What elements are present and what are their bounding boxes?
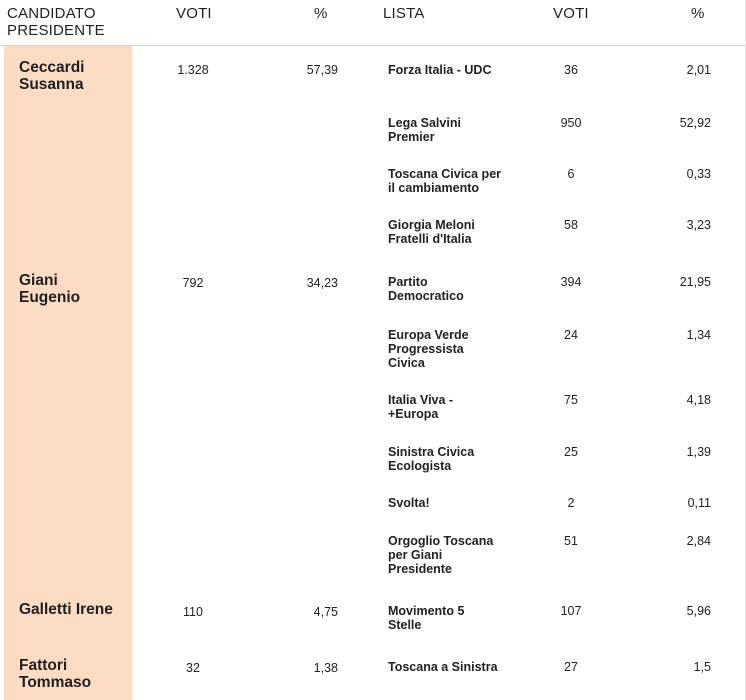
list-votes: 58: [564, 218, 578, 232]
list-name: Toscana a Sinistra: [388, 660, 498, 674]
list-percent: 1,34: [686, 328, 711, 342]
list-name: Toscana Civica per il cambiamento: [388, 167, 502, 195]
list-percent: 1,5: [693, 660, 711, 674]
list-votes: 75: [564, 393, 578, 407]
list-name: Sinistra Civica Ecologista: [388, 445, 475, 473]
header-voti-lista: VOTI: [553, 5, 589, 22]
list-name: Partito Democratico: [388, 275, 464, 303]
list-votes: 950: [560, 116, 582, 130]
list-percent: 2,84: [686, 534, 711, 548]
candidate-percent: 4,75: [313, 605, 338, 619]
header-lista: LISTA: [383, 5, 425, 22]
list-name: Orgoglio Toscana per Giani Presidente: [388, 534, 494, 576]
header-percent-lista: %: [691, 5, 705, 22]
list-name: Svolta!: [388, 496, 430, 510]
list-name: Giorgia Meloni Fratelli d'Italia: [388, 218, 475, 246]
candidate-percent: 1,38: [313, 661, 338, 675]
list-votes: 51: [564, 534, 578, 548]
list-name: Lega Salvini Premier: [388, 116, 461, 144]
list-votes: 394: [560, 275, 582, 289]
list-percent: 0,33: [686, 167, 711, 181]
candidate-votes: 1.328: [177, 63, 209, 77]
list-percent: 3,23: [686, 218, 711, 232]
list-name: Movimento 5 Stelle: [388, 604, 465, 632]
candidate-name: Galletti Irene: [19, 601, 113, 618]
header-candidato-presidente: CANDIDATO PRESIDENTE: [7, 5, 105, 39]
candidate-name: Fattori Tommaso: [19, 657, 92, 691]
candidate-percent: 57,39: [306, 63, 338, 77]
list-name: Italia Viva - +Europa: [388, 393, 454, 421]
candidate-name: Ceccardi Susanna: [19, 59, 85, 93]
list-name: Forza Italia - UDC: [388, 63, 492, 77]
list-percent: 0,11: [687, 496, 711, 510]
list-percent: 5,96: [686, 604, 711, 618]
candidate-votes: 32: [186, 661, 200, 675]
header-voti-candidato: VOTI: [176, 5, 212, 22]
list-votes: 2: [567, 496, 575, 510]
candidate-name: Giani Eugenio: [19, 272, 81, 306]
list-votes: 6: [567, 167, 575, 181]
list-votes: 25: [564, 445, 578, 459]
list-votes: 107: [560, 604, 582, 618]
header-percent-candidato: %: [314, 5, 328, 22]
list-percent: 52,92: [679, 116, 711, 130]
list-votes: 36: [564, 63, 578, 77]
list-votes: 24: [564, 328, 578, 342]
list-votes: 27: [564, 660, 578, 674]
candidate-votes: 110: [183, 605, 203, 619]
list-percent: 21,95: [679, 275, 711, 289]
list-percent: 2,01: [686, 63, 711, 77]
candidate-percent: 34,23: [306, 276, 338, 290]
header-divider: [0, 45, 746, 46]
list-percent: 4,18: [686, 393, 711, 407]
list-percent: 1,39: [686, 445, 711, 459]
list-name: Europa Verde Progressista Civica: [388, 328, 469, 370]
candidate-votes: 792: [182, 276, 204, 290]
